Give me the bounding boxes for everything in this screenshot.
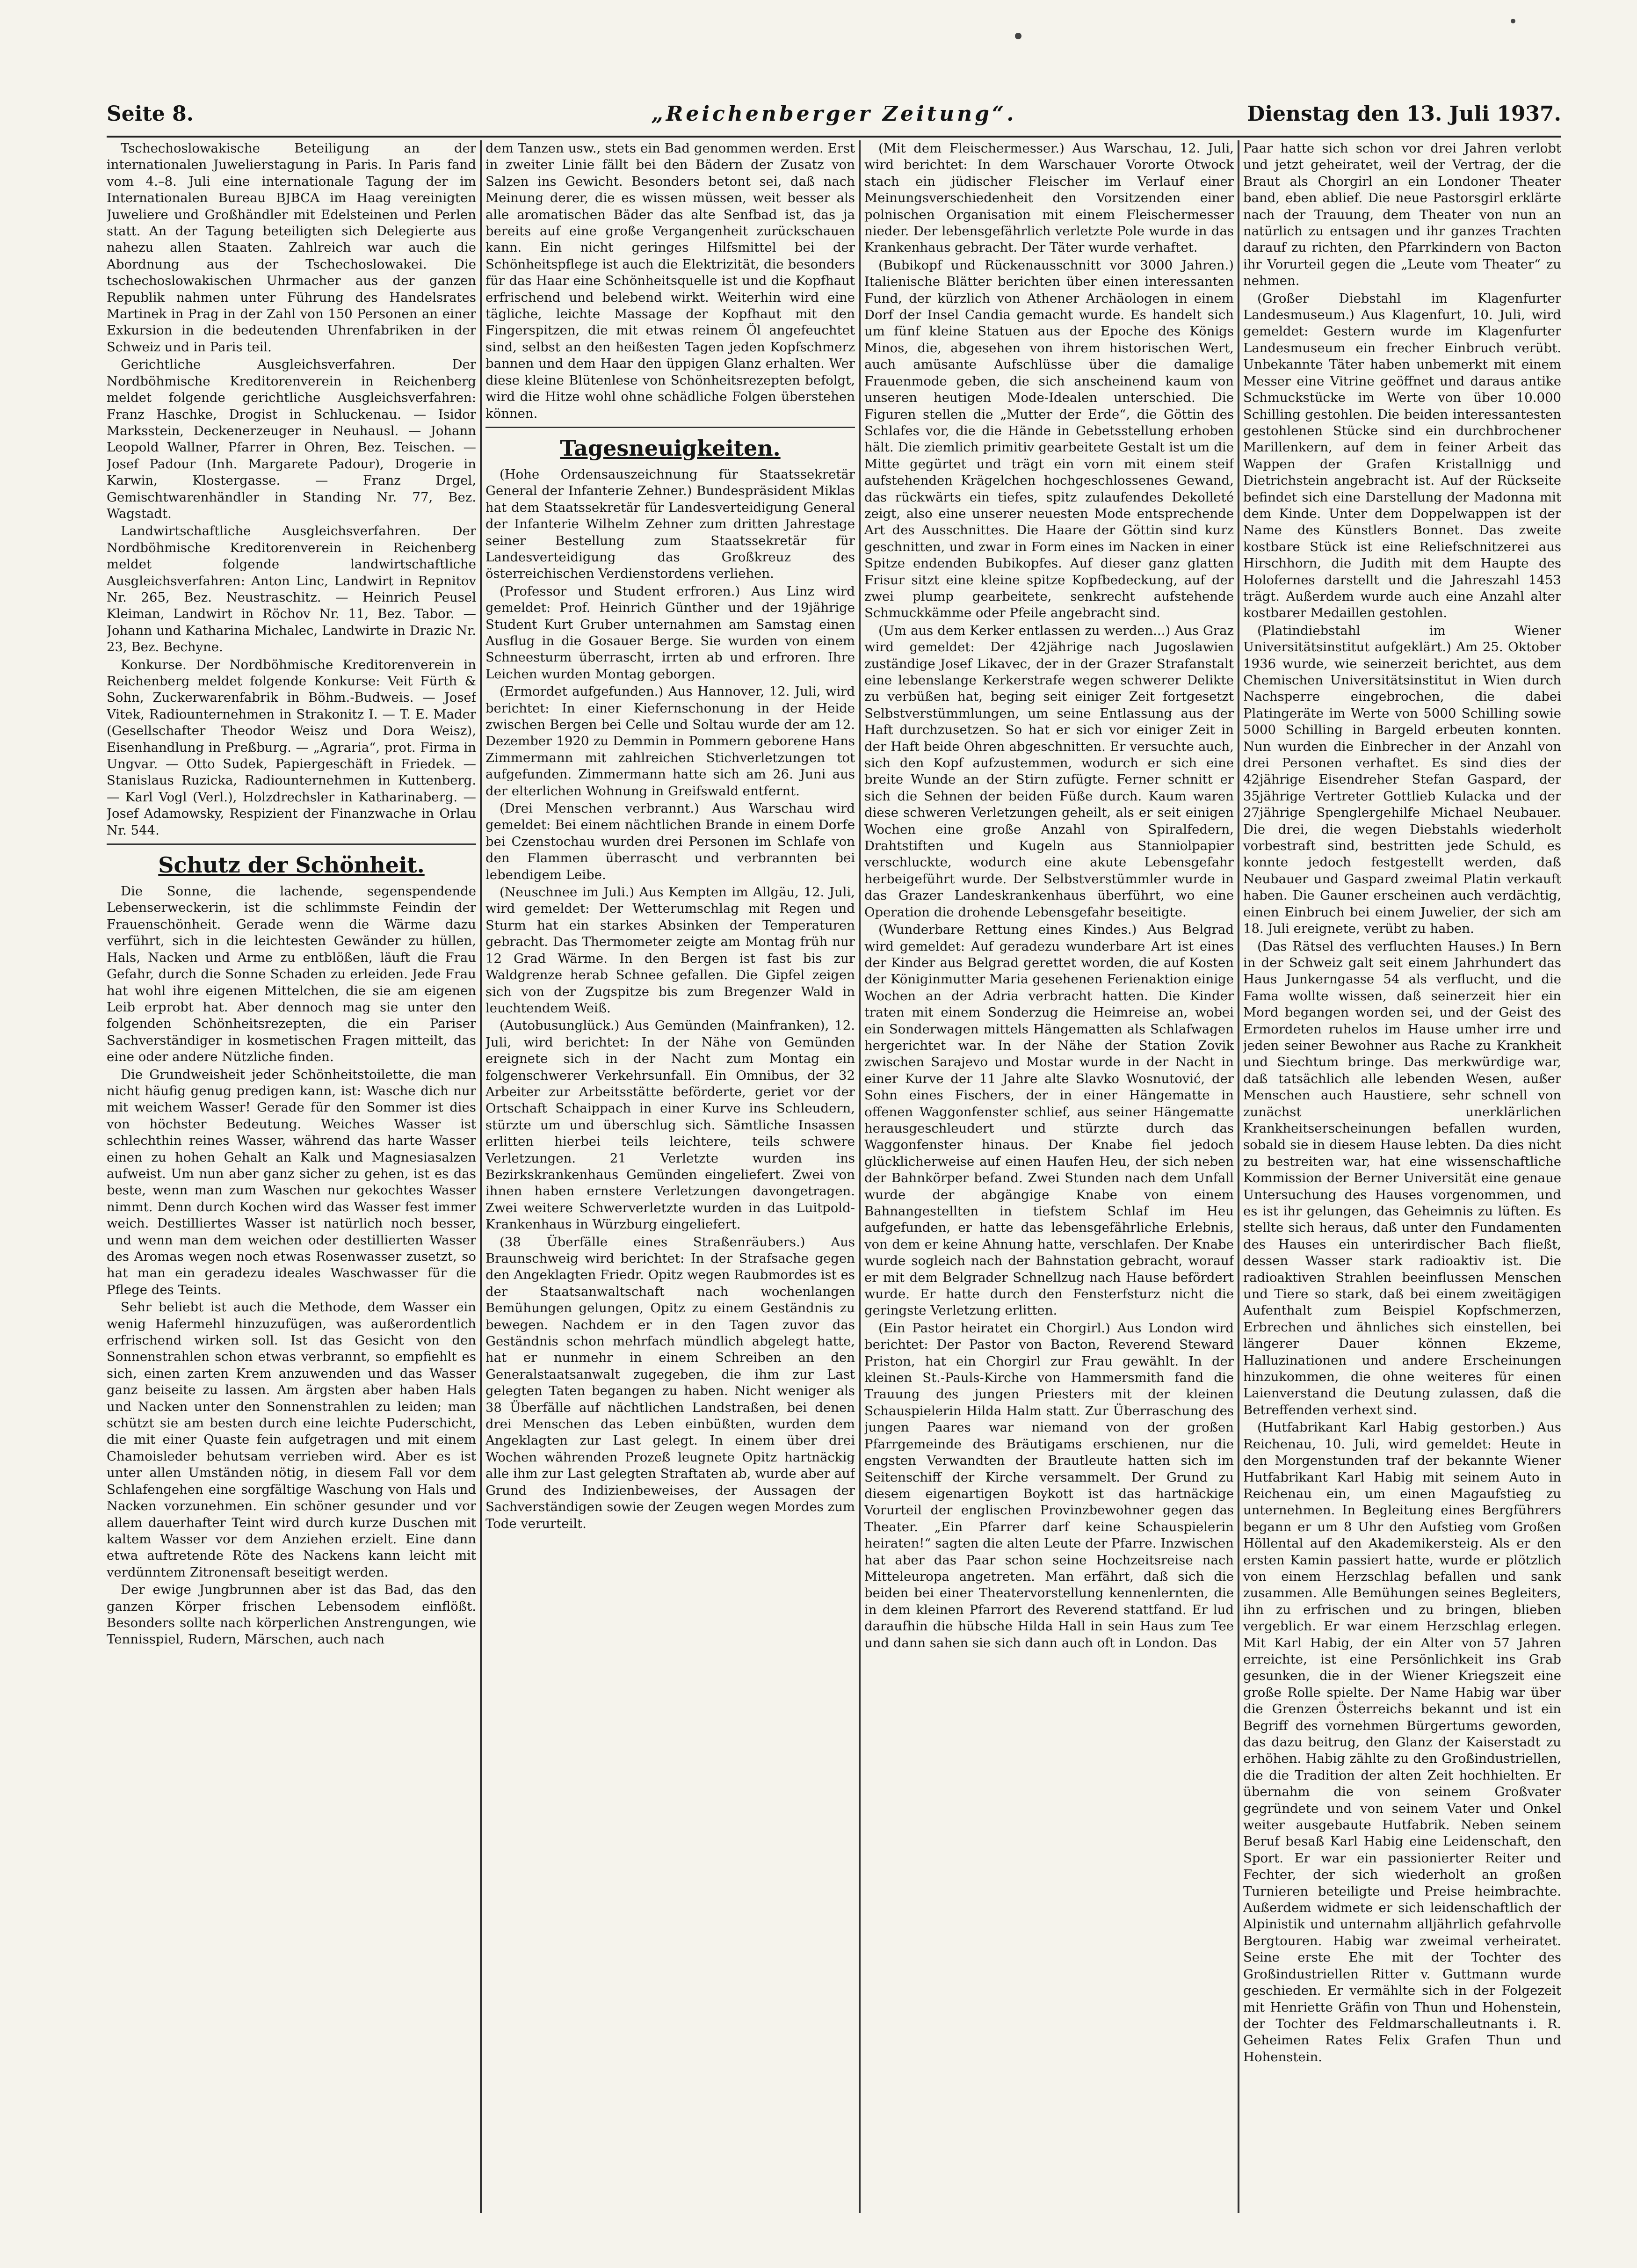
article-paragraph: (Neuschnee im Juli.) Aus Kempten im Allgäu, 12. Juli, wird gemeldet: Der Wetterumschlag mit Regen und Sturm hat ein starkes Absinken der Temperaturen gebracht. Das Thermometer zeigte am Montag früh nur 12 Grad Wärme. In den Bergen ist fast bis zur Waldgrenze herab Schnee gefallen. Die Gipfel zeigen sich von der Zugspitze bis zum Bregenzer Wald in leuchtendem Weiß.	[485, 885, 855, 1016]
column-divider	[1238, 140, 1239, 2213]
article-paragraph: Sehr beliebt ist auch die Methode, dem Wasser ein wenig Hafermehl hinzuzufügen, was außerordentlich erfrischend wirken soll. Ist das Gesicht von den Sonnenstrahlen schon etwas verbrannt, so empfiehlt es sich, einen zarten Krem anzuwenden und das Wasser ganz beiseite zu lassen. Am ärgsten aber haben Hals und Nacken unter den Sonnenstrahlen zu leiden; man schützt sie am besten durch eine leichte Puderschicht, die mit einer Quaste fein aufgetragen und mit einem Chamoisleder behutsam verrieben wird. Aber es ist unter allen Umständen nötig, in diesem Fall vor dem Schlafengehen eine sorgfältige Waschung von Hals und Nacken vorzunehmen. Ein schöner gesunder und vor allem dauerhafter Teint wird durch kurze Duschen mit kaltem Wasser vor dem Anziehen erzielt. Eine dann etwa auftretende Röte des Nackens kann leicht mit verdünntem Zitronensaft beseitigt werden.	[107, 1300, 476, 1580]
column-1	[107, 140, 476, 2222]
header-rule	[107, 136, 1561, 138]
article-paragraph: dem Tanzen usw., stets ein Bad genommen werden. Erst in zweiter Linie fällt bei den Bädern der Zusatz von Salzen ins Gewicht. Besonders betont sei, daß nach Meinung derer, die es wissen müssen, weit besser als alle aromatischen Bäder das alte Senfbad ist, das ja bereits auf eine große Vergangenheit zurückschauen kann. Ein nicht geringes Hilfsmittel bei der Schönheitspflege ist auch die Elektrizität, die besonders für das Haar eine Schönheitsquelle ist und die Kopfhaut erfrischend und belebend wirkt. Weiterhin wird eine tägliche, leichte Massage der Kopfhaut mit den Fingerspitzen, die mit etwas reinem Öl angefeuchtet sind, selbst an den heißesten Tagen jeden Kopfschmerz bannen und dem Haar den üppigen Glanz erhalten. Wer diese kleine Blütenlese von Schönheitsrezepten befolgt, wird die Hitze wohl ohne schädliche Folgen überstehen können.	[485, 141, 855, 421]
article-paragraph: (Das Rätsel des verfluchten Hauses.) In Bern in der Schweiz galt seit einem Jahrhundert das Haus Junkerngasse 54 als verflucht, und die Fama wollte wissen, daß seinerzeit hier ein Mord begangen worden sei, und der Geist des Ermordeten ruhelos im Hause umher irre und jeden seiner Bewohner aus Rache zu Krankheit und Siechtum bringe. Das merkwürdige war, daß tatsächlich alle lebenden Wesen, außer Menschen auch Haustiere, sehr schnell von zunächst unerklärlichen Krankheitserscheinungen befallen wurden, sobald sie in diesem Hause lebten. Da dies nicht zu bestreiten war, hat eine wissenschaftliche Kommission der Berner Universität eine genaue Untersuchung des Hauses vorgenommen, und es ist ihr gelungen, das Geheimnis zu lüften. Es stellte sich heraus, daß unter den Fundamenten des Hauses ein unterirdischer Bach fließt, dessen Wasser stark radioaktiv ist. Die radioaktiven Strahlen beeinflussen Menschen und Tiere so stark, daß bei einem zweitägigen Aufenthalt zum Beispiel Kopfschmerzen, Erbrechen und ähnliches sich einstellen, bei längerer Dauer können Ekzeme, Halluzinationen und andere Erscheinungen hinzukommen, die ohne weiteres für einen Laienverstand die Deutung zulassen, daß die Betreffenden verhext sind.	[1243, 938, 1561, 1418]
article-paragraph: Gerichtliche Ausgleichsverfahren. Der Nordböhmische Kreditorenverein in Reichenberg meldet folgende gerichtliche Ausgleichsverfahren: Franz Haschke, Drogist in Schluckenau. — Isidor Marksstein, Deckenerzeuger in Neuhausl. — Johann Leopold Wallner, Pfarrer in Ohren, Bez. Teischen. — Josef Padour (Inh. Margarete Padour), Drogerie in Karwin, Klostergasse. — Franz Drgel, Gemischtwarenhändler in Standing Nr. 77, Bez. Wagstadt.	[107, 357, 476, 521]
article-paragraph: (Ein Pastor heiratet ein Chorgirl.) Aus London wird berichtet: Der Pastor von Bacton, Reverend Steward Priston, hat ein Chorgirl zur Frau gewählt. In der kleinen St.-Pauls-Kirche von Hammersmith fand die Trauung des jungen Priesters mit der kleinen Schauspielerin Hilda Halm statt. Zur Überraschung des jungen Paares war niemand von der großen Pfarrgemeinde des Bräutigams erschienen, nur die engsten Verwandten der Brautleute hatten sich im Seitenschiff der Kirche versammelt. Der Grund zu diesem eigenartigen Boykott ist das hartnäckige Vorurteil der englischen Provinzbewohner gegen das Theater. „Ein Pfarrer darf keine Schauspielerin heiraten!“ sagten die alten Leute der Pfarre. Inzwischen hat aber das Paar schon seine Hochzeitsreise nach Mitteleuropa angetreten. Man erfährt, daß sich die beiden bei einer Theatervorstellung kennenlernten, die in dem kleinen Pfarrort des Reverend stattfand. Er lud daraufhin die hübsche Hilda Hall in sein Haus zum Tee und dann sahen sie sich dann auch oft in London. Das	[864, 1320, 1234, 1650]
article-paragraph: (Hohe Ordensauszeichnung für Staatssekretär General der Infanterie Zehner.) Bundespräsident Miklas hat dem Staatssekretär für Landesverteidigung General der Infanterie Wilhelm Zehner zum dritten Jahrestage seiner Bestellung zum Staatssekretär für Landesverteidigung das Großkreuz des österreichischen Verdienstordens verliehen.	[485, 466, 855, 582]
article-paragraph: (Wunderbare Rettung eines Kindes.) Aus Belgrad wird gemeldet: Auf geradezu wunderbare Art ist eines der Kinder aus Belgrad gerettet worden, die auf Kosten der Königinmutter Maria gesehenen Ferienaktion einige Wochen an der Adria verbracht hatten. Die Kinder traten mit einem Sonderzug die Heimreise an, wobei ein Sonderwagen mittels Hängematten als Schlafwagen hergerichtet war. In der Nähe der Station Zovik zwischen Sarajevo und Mostar wurde in der Nacht in einer Kurve der 11 Jahre alte Slavko Wosnutović, der Sohn eines Fischers, der in einer Hängematte in offenen Waggonfenster schlief, aus seiner Hängematte herausgeschleudert und stürzte durch das Waggonfenster hinaus. Der Knabe fiel jedoch glücklicherweise auf einen Haufen Heu, der sich neben der Bahnkörper befand. Zwei Stunden nach dem Unfall wurde der abgängige Knabe von einem Bahnangestellten in tiefstem Schlaf im Heu aufgefunden, er hatte das lebensgefährliche Erlebnis, von dem er keine Ahnung hatte, verschlafen. Der Knabe wurde sogleich nach der Bahnstation gebracht, worauf er mit dem Belgrader Schnellzug nach Hause befördert wurde. Er hatte durch den Fensterfsturz nicht die geringste Verletzung erlitten.	[864, 922, 1234, 1318]
article-paragraph: Der ewige Jungbrunnen aber ist das Bad, das den ganzen Körper frischen Lebensodem einflößt. Besonders sollte nach körperlichen Anstrengungen, wie Tennisspiel, Rudern, Märschen, auch nach	[107, 1582, 476, 1647]
article-paragraph: (38 Überfälle eines Straßenräubers.) Aus Braunschweig wird berichtet: In der Strafsache gegen den Angeklagten Friedr. Opitz wegen Raubmordes ist es der Staatsanwaltschaft nach wochenlangen Bemühungen gelungen, Opitz zu einem Geständnis zu bewegen. Nachdem er in den Tagen zuvor das Geständnis schon mehrfach mündlich abgelegt hatte, hat er nunmehr in einem Schreiben an den Generalstaatsanwalt zugegeben, die ihm zur Last gelegten Taten begangen zu haben. Nicht weniger als 38 Überfälle auf nächtlichen Landstraßen, bei denen drei Menschen das Leben einbüßten, wurden dem Angeklagten zur Last gelegt. In einem über drei Wochen währenden Prozeß leugnete Opitz hartnäckig alle ihm zur Last gelegten Straftaten ab, wurde aber auf Grund des Indizienbeweises, der Aussagen der Sachverständigen sowie der Zeugen wegen Mordes zum Tode verurteilt.	[485, 1234, 855, 1531]
article-paragraph: Paar hatte sich schon vor drei Jahren verlobt und jetzt geheiratet, weil der Vertrag, der die Braut als Chorgirl an ein Londoner Theater band, eben ablief. Die neue Pastorsgirl erklärte nach der Trauung, dem Theater von nun an natürlich zu entsagen und ihr ganzes Trachten darauf zu richten, den Pfarrkindern von Bacton ihr Vorurteil gegen die „Leute vom Theater“ zu nehmen.	[1243, 141, 1561, 289]
article-paragraph: (Ermordet aufgefunden.) Aus Hannover, 12. Juli, wird berichtet: In einer Kiefernschonung in der Heide zwischen Bergen bei Celle und Soltau wurde der am 12. Dezember 1920 zu Demmin in Pommern geborene Hans Zimmermann mit zahlreichen Stichverletzungen tot aufgefunden. Zimmermann hatte sich am 26. Juni aus der elterlichen Wohnung in Greifswald entfernt.	[485, 684, 855, 799]
article-paragraph: (Autobusunglück.) Aus Gemünden (Mainfranken), 12. Juli, wird berichtet: In der Nähe von Gemünden ereignete sich in der Nacht zum Montag ein folgenschwerer Verkehrsunfall. Ein Omnibus, der 32 Arbeiter zur Arbeitsstätte beförderte, geriet vor der Ortschaft Schaippach in einer Kurve ins Schleudern, stürzte um und überschlug sich. Sämtliche Insassen erlitten hierbei teils leichtere, teils schwere Verletzungen. 21 Verletzte wurden ins Bezirkskrankenhaus Gemünden eingeliefert. Zwei von ihnen haben ernstere Verletzungen davongetragen. Zwei weitere Schwerverletzte wurden in das Luitpold-Krankenhaus in Würzburg eingeliefert.	[485, 1018, 855, 1232]
column-divider	[480, 140, 482, 2213]
page-number: Seite 8.	[107, 102, 194, 126]
section-heading: Schutz der Schönheit.	[158, 852, 425, 878]
article-paragraph: (Bubikopf und Rückenausschnitt vor 3000 Jahren.) Italienische Blätter berichten über einen interessanten Fund, der kürzlich von Athener Archäologen in einem Dorf der Insel Candia gemacht wurde. Es handelt sich um fünf kleine Statuen aus der Epoche des Königs Minos, die, abgesehen von ihrem historischen Wert, auch amüsante Aufschlüsse über die damalige Frauenmode geben, die sich anscheinend kaum von unseren heutigen Mode-Idealen unterschied. Die Figuren stellen die „Mutter der Erde“, die Göttin des Schlafes vor, die die Hände in Gebetsstellung erhoben hält. Die ziemlich primitiv gearbeitete Gestalt ist um die Mitte gegürtet und trägt ein vorn mit einem steif aufstehenden Krägelchen hochgeschlossenes Gewand, das rückwärts ein tiefes, spitz zulaufendes Dekolleté zeigt, also eine unserer neuesten Mode entsprechende Art des Ausschnittes. Die Haare der Göttin sind kurz geschnitten, und zwar in Form eines im Nacken in einer Spitze endenden Bubikopfes. Auf dieser ganz glatten Frisur sitzt eine kleine spitze Kopfbedeckung, auf der zwei plump gearbeitete, senkrecht aufstehende Schmuckkämme oder Pfeile angebracht sind.	[864, 257, 1234, 621]
article-paragraph: Die Grundweisheit jeder Schönheitstoilette, die man nicht häufig genug predigen kann, ist: Wasche dich nur mit weichem Wasser! Gerade für den Sommer ist dies von höchster Bedeutung. Weiches Wasser ist schlechthin reines Wasser, während das harte Wasser einen zu hohen Gehalt an Kalk und Magnesiasalzen aufweist. Um nun aber ganz sicher zu gehen, ist es das beste, wenn man zum Waschen nur gekochtes Wasser nimmt. Denn durch Kochen wird das Wasser fest immer weich. Destilliertes Wasser ist natürlich noch besser, und wenn man dem weichen oder destillierten Wasser des Aromas wegen noch etwas Rosenwasser zusetzt, so hat man ein geradezu ideales Waschwasser für die Pflege des Teints.	[107, 1067, 476, 1297]
issue-date: Dienstag den 13. Juli 1937.	[1247, 102, 1561, 126]
article-paragraph: Landwirtschaftliche Ausgleichsverfahren. Der Nordböhmische Kreditorenverein in Reichenberg meldet folgende landwirtschaftliche Ausgleichsverfahren: Anton Linc, Landwirt in Repnitov Nr. 265, Bez. Neustraschitz. — Heinrich Peusel Kleiman, Landwirt in Röchov Nr. 11, Bez. Tabor. — Johann und Katharina Michalec, Landwirte in Drazic Nr. 23, Bez. Bechyne.	[107, 523, 476, 655]
article-paragraph: (Drei Menschen verbrannt.) Aus Warschau wird gemeldet: Bei einem nächtlichen Brande in einem Dorfe bei Czenstochau wurden drei Personen im Schlafe von den Flammen überrascht und verbrannten bei lebendigem Leibe.	[485, 801, 855, 882]
article-paragraph: Tschechoslowakische Beteiligung an der internationalen Juwelierstagung in Paris. In Paris fand vom 4.–8. Juli eine internationale Tagung der im Internationalen Bureau BJBCA im Haag vereinigten Juweliere und Großhändler mit Edelsteinen und Perlen statt. An der Tagung beteiligten sich Delegierte aus nahezu allen Staaten. Zahlreich war auch die Abordnung aus der Tschechoslowakei. Die tschechoslowakischen Uhrmacher aus der ganzen Republik nahmen unter Führung des Handelsrates Martinek in Prag in der Zahl von 150 Personen an einer Exkursion in die bedeutenden Uhrenfabriken in der Schweiz und in Paris teil.	[107, 141, 476, 355]
newspaper-title: „Reichenberger Zeitung“.	[651, 102, 1017, 126]
column-2	[485, 140, 855, 2222]
article-paragraph: (Hutfabrikant Karl Habig gestorben.) Aus Reichenau, 10. Juli, wird gemeldet: Heute in den Morgenstunden traf der bekannte Wiener Hutfabrikant Karl Habig mit seinem Auto in Reichenau ein, um einen Magaufstieg zu unternehmen. In Begleitung eines Bergführers begann er um 8 Uhr den Aufstieg vom Großen Höllental auf den Akademikersteig. Als er den ersten Kamin passiert hatte, wurde er plötzlich von einem Herzschlag befallen und sank zusammen. Alle Bemühungen seines Begleiters, ihn zu erfrischen und zu bringen, blieben vergeblich. Er war einem Herzschlag erlegen. Mit Karl Habig, der ein Alter von 57 Jahren erreichte, ist eine Persönlichkeit ins Grab gesunken, die in der Wiener Kriegszeit eine große Rolle spielte. Der Name Habig war über die Grenzen Österreichs bekannt und ist ein Begriff des vornehmen Bürgertums geworden, das dazu beitrug, den Glanz der Kaiserstadt zu erhöhen. Habig zählte zu den Großindustriellen, die die Tradition der alten Zeit hochhielten. Er übernahm die von seinem Großvater gegründete und von seinem Vater und Onkel weiter ausgebaute Hutfabrik. Neben seinem Beruf besaß Karl Habig eine Leidenschaft, den Sport. Er war ein passionierter Reiter und Fechter, der sich wiederholt an großen Turnieren beteiligte und Preise heimbrachte. Außerdem widmete er sich leidenschaftlich der Alpinistik und unternahm alljährlich gefahrvolle Bergtouren. Habig war zweimal verheiratet. Seine erste Ehe mit der Tochter des Großindustriellen Ritter v. Guttmann wurde geschieden. Er vermählte sich in der Folgezeit mit Henriette Gräfin von Thun und Hohenstein, der Tochter des Feldmarschalleutnants i. R. Geheimen Rates Felix Grafen Thun und Hohenstein.	[1243, 1420, 1561, 2064]
article-paragraph: (Platindiebstahl im Wiener Universitätsinstitut aufgeklärt.) Am 25. Oktober 1936 wurde, wie seinerzeit berichtet, aus dem Chemischen Universitätsinstitut in Wien durch Nachsperre eingebrochen, die dabei Platingeräte im Werte von 5000 Schilling sowie 5000 Schilling in Bargeld erbeuten konnten. Nun wurden die Einbrecher in der Anzahl von drei Personen verhaftet. Es sind dies der 42jährige Eisendreher Stefan Gaspard, der 35jährige Vertreter Gottlieb Kulacka und der 27jährige Spenglergehilfe Michael Neubauer. Die drei, die wegen Diebstahls wiederholt vorbestraft sind, bestritten jede Schuld, es konnte jedoch festgestellt werden, daß Neubauer und Gaspard zweimal Platin verkauft haben. Die Gauner erscheinen auch verdächtig, einen Einbruch bei einem Juwelier, der sich am 18. Juli ereignete, verübt zu haben.	[1243, 623, 1561, 937]
section-rule	[107, 843, 476, 845]
article-paragraph: Die Sonne, die lachende, segenspendende Lebenserweckerin, ist die schlimmste Feindin der Frauenschönheit. Gerade wenn die Wärme dazu verführt, sich in die leichtesten Gewänder zu hüllen, Hals, Nacken und Arme zu entblößen, läuft die Frau Gefahr, durch die Sonne Schaden zu erleiden. Jede Frau hat wohl ihre eigenen Mittelchen, die sie am eigenen Leib erprobt hat. Aber dennoch mag sie unter den folgenden Schönheitsrezepten, die ein Pariser Sachverständiger in kosmetischen Fragen mitteilt, das eine oder andere Nützliche finden.	[107, 884, 476, 1065]
page-header	[107, 102, 1561, 130]
column-3	[864, 140, 1234, 2222]
article-paragraph: Konkurse. Der Nordböhmische Kreditorenverein in Reichenberg meldet folgende Konkurse: Veit Fürth & Sohn, Zuckerwarenfabrik in Böhm.-Budweis. — Josef Vitek, Radiounternehmen in Strakonitz I. — T. E. Mader (Gesellschafter Theodor Weisz und Dora Weisz), Eisenhandlung in Preßburg. — „Agraria“, prot. Firma in Ungvar. — Otto Sudek, Papiergeschäft in Friedek. — Stanislaus Ruzicka, Radiounternehmen in Kuttenberg. — Karl Vogl (Verl.), Holzdrechsler in Katharinaberg. — Josef Adamowsky, Respizient der Finanzwache in Orlau Nr. 544.	[107, 657, 476, 838]
scan-speck	[1511, 19, 1515, 23]
section-heading: Tagesneuigkeiten.	[560, 435, 781, 461]
column-4	[1243, 140, 1561, 2222]
section-rule	[485, 427, 855, 428]
article-paragraph: (Mit dem Fleischermesser.) Aus Warschau, 12. Juli, wird berichtet: In dem Warschauer Vororte Otwock stach ein jüdischer Fleischer im Verlauf einer Meinungsverschiedenheit den Vorsitzenden einer polnischen Organisation mit einem Fleischermesser nieder. Der lebensgefährlich verletzte Pole wurde in das Krankenhaus gebracht. Der Täter wurde verhaftet.	[864, 141, 1234, 255]
article-paragraph: (Professor und Student erfroren.) Aus Linz wird gemeldet: Prof. Heinrich Günther und der 19jährige Student Kurt Gruber unternahmen am Samstag einen Ausflug in die Gosauer Berge. Sie wurden von einem Schneesturm überrascht, irrten ab und erfroren. Ihre Leichen wurden Montag geborgen.	[485, 583, 855, 682]
column-divider	[859, 140, 861, 2213]
article-paragraph: (Großer Diebstahl im Klagenfurter Landesmuseum.) Aus Klagenfurt, 10. Juli, wird gemeldet: Gestern wurde im Klagenfurter Landesmuseum ein frecher Einbruch verübt. Unbekannte Täter haben unbemerkt mit einem Messer eine Vitrine geöffnet und daraus antike Schmuckstücke im Werte von über 10.000 Schilling gestohlen. Die beiden interessantesten gestohlenen Stücke sind ein durchbrochener Marillenkern, auf dem in feiner Arbeit das Wappen der Grafen Kristallnigg und Dietrichstein angebracht ist. Auf der Rückseite befindet sich eine Darstellung der Madonna mit dem Kinde. Unter dem Doppelwappen ist der Name des Künstlers Bonnet. Das zweite kostbare Stück ist eine Reliefschnitzerei aus Hirschhorn, die Judith mit dem Haupte des Holofernes darstellt und die Jahreszahl 1453 trägt. Außerdem wurde auch eine Anzahl alter kostbarer Medaillen gestohlen.	[1243, 291, 1561, 621]
article-paragraph: (Um aus dem Kerker entlassen zu werden...) Aus Graz wird gemeldet: Der 42jährige nach Jugoslawien zuständige Josef Likavec, der in der Grazer Strafanstalt eine lebenslange Kerkerstrafe wegen schwerer Delikte zu verbüßen hat, beging seit einiger Zeit fortgesetzt Selbstverstümmlungen, um seine Entlassung aus der Haft durchzusetzen. So hat er sich vor einiger Zeit in der Haft beide Ohren abgeschnitten. Er versuchte auch, sich den Kopf aufzustemmen, wodurch er sich eine breite Wunde an der Stirn zufügte. Ferner schnitt er sich die Sehnen der beiden Füße durch. Kaum waren diese schweren Verletzungen geheilt, als er seit einigen Wochen eine große Anzahl von Spiralfedern, Drahtstiften und Kugeln aus Stanniolpapier verschluckte, wodurch eine akute Lebensgefahr herbeigeführt wurde. Der Selbstverstümmler wurde in das Grazer Landeskrankenhaus überführt, wo eine Operation die drohende Lebensgefahr beseitigte.	[864, 623, 1234, 920]
scan-speck	[1015, 33, 1021, 39]
